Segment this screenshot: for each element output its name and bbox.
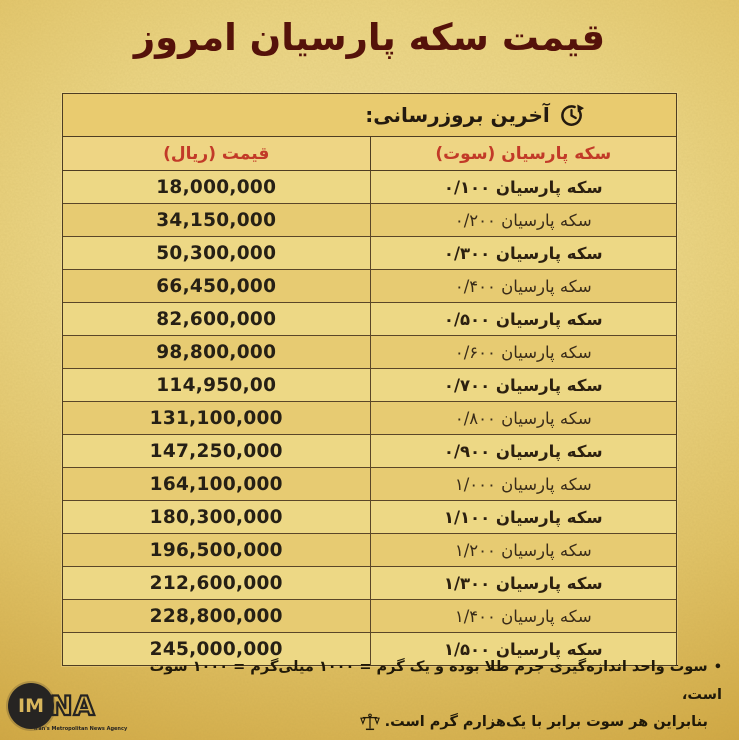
bullet: • <box>713 660 722 675</box>
coin-name-cell: سکه پارسیان ۰/۳۰۰ <box>370 237 677 269</box>
table-row <box>63 501 676 534</box>
table-row <box>63 567 676 600</box>
price-cell: 147,250,000 <box>149 440 283 462</box>
price-cell: 82,600,000 <box>156 308 277 330</box>
coin-name-cell: سکه پارسیان ۰/۷۰۰ <box>370 369 677 401</box>
clock-refresh-icon <box>559 103 584 128</box>
imna-logo-na: NA <box>50 690 96 722</box>
imna-logo-im: IM <box>18 695 44 717</box>
price-cell: 196,500,000 <box>149 539 283 561</box>
price-cell: 180,300,000 <box>149 506 283 528</box>
price-cell: 245,000,000 <box>149 638 283 660</box>
table-row <box>63 468 676 501</box>
coin-name-cell: سکه پارسیان ۰/۶۰۰ <box>370 336 677 368</box>
coin-name-cell: سکه پارسیان ۰/۹۰۰ <box>370 435 677 467</box>
coin-name-cell: سکه پارسیان ۱/۳۰۰ <box>370 567 677 599</box>
balance-scale-icon <box>360 713 380 732</box>
table-row <box>63 270 676 303</box>
price-cell: 212,600,000 <box>149 572 283 594</box>
coin-name-cell: سکه پارسیان ۱/۵۰۰ <box>370 633 677 665</box>
coin-name-cell: سکه پارسیان ۰/۲۰۰ <box>370 204 677 236</box>
coin-name-cell: سکه پارسیان ۰/۵۰۰ <box>370 303 677 335</box>
table-row <box>63 171 676 204</box>
column-header-price: قیمت (ریال) <box>163 143 270 164</box>
price-cell: 164,100,000 <box>149 473 283 495</box>
price-cell: 228,800,000 <box>149 605 283 627</box>
page-title: قیمت سکه پارسیان امروز <box>133 16 606 59</box>
table-row <box>63 303 676 336</box>
imna-logo <box>8 683 128 732</box>
coin-name-cell: سکه پارسیان ۱/۲۰۰ <box>370 534 677 566</box>
update-bar <box>63 94 676 137</box>
table-row <box>63 369 676 402</box>
update-label: آخرین بروزرسانی: <box>365 103 550 127</box>
price-cell: 18,000,000 <box>156 176 277 198</box>
table-row <box>63 600 676 633</box>
coin-name-cell: سکه پارسیان ۱/۴۰۰ <box>370 600 677 632</box>
imna-logo-tagline: Iran's Metropolitan News Agency <box>34 726 128 732</box>
price-cell: 131,100,000 <box>149 407 283 429</box>
price-cell: 50,300,000 <box>156 242 277 264</box>
table-row <box>63 534 676 567</box>
table-row <box>63 204 676 237</box>
table-row <box>63 402 676 435</box>
table-row <box>63 237 676 270</box>
coin-name-cell: سکه پارسیان ۰/۱۰۰ <box>370 171 677 203</box>
table-row <box>63 435 676 468</box>
price-cell: 98,800,000 <box>156 341 277 363</box>
footnote <box>122 654 722 737</box>
coin-name-cell: سکه پارسیان ۱/۰۰۰ <box>370 468 677 500</box>
price-cell: 34,150,000 <box>156 209 277 231</box>
coin-name-cell: سکه پارسیان ۰/۸۰۰ <box>370 402 677 434</box>
table-header-row <box>63 137 676 171</box>
footnote-line-1: •سوت واحد اندازه‌گیری جرم طلا بوده و یک گرم = ۱۰۰۰ میلی‌گرم = ۱۰۰۰ سوت است، <box>149 659 722 703</box>
price-cell: 66,450,000 <box>156 275 277 297</box>
coin-name-cell: سکه پارسیان ۰/۴۰۰ <box>370 270 677 302</box>
imna-logo-circle <box>8 683 54 729</box>
table-row <box>63 336 676 369</box>
price-table <box>62 93 677 666</box>
price-cell: 114,950,00 <box>156 374 277 396</box>
footnote-line-2: بنابراین هر سوت برابر با یک‌هزارم گرم است. <box>122 709 722 737</box>
coin-name-cell: سکه پارسیان ۱/۱۰۰ <box>370 501 677 533</box>
column-header-name: سکه پارسیان (سوت) <box>370 137 677 170</box>
